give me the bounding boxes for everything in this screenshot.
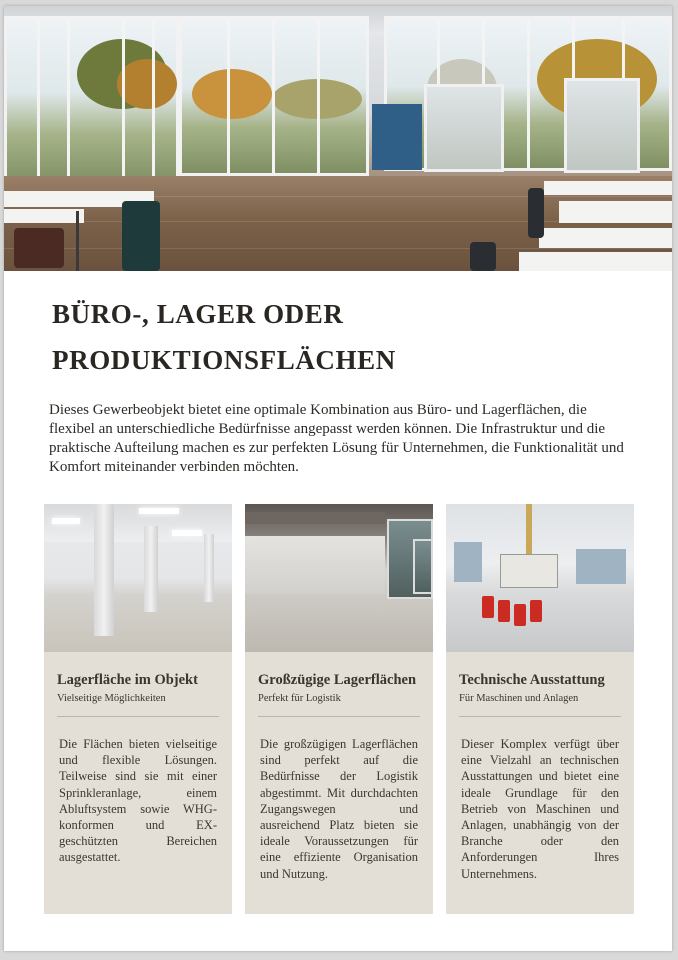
card-subtitle: Für Maschinen und Anlagen bbox=[459, 693, 579, 704]
page-title-line-2: PRODUKTIONSFLÄCHEN bbox=[52, 345, 396, 375]
card-photo-empty-hall bbox=[44, 504, 232, 652]
card-grosszuegige-lagerflaechen bbox=[245, 504, 433, 914]
divider bbox=[57, 716, 219, 717]
card-title: Technische Ausstattung bbox=[459, 672, 605, 688]
card-technische-ausstattung bbox=[446, 504, 634, 914]
page-title bbox=[52, 291, 612, 383]
intro-paragraph: Dieses Gewerbeobjekt bietet eine optimale Kombination aus Büro- und Lagerflächen, die flexibel an unterschiedliche Bedürfnisse angepasst werden können. Die Infrastruktur und die praktische Aufteilung machen es zur perfekten Lösung für Unternehmen, die Funktionalität und Komfort miteinander verbinden möchten. bbox=[49, 402, 624, 475]
card-photo-power-distribution bbox=[446, 504, 634, 652]
document-page bbox=[4, 6, 672, 951]
card-subtitle: Perfekt für Logistik bbox=[258, 693, 341, 704]
card-subtitle: Vielseitige Möglichkeiten bbox=[57, 693, 166, 704]
feature-cards bbox=[44, 504, 634, 914]
card-lagerflaeche bbox=[44, 504, 232, 914]
hero-photo-hall bbox=[4, 6, 672, 271]
card-title: Großzügige Lagerflächen bbox=[258, 672, 417, 688]
card-body: Die Flächen bieten vielseitige und flexible Lösungen. Teilweise sind sie mit einer Sprinkleranlage, einem Abluftsystem sowie WHG-konformen und EX-geschützten Bereichen ausgestattet. bbox=[59, 737, 217, 865]
divider bbox=[459, 716, 621, 717]
card-photo-warehouse bbox=[245, 504, 433, 652]
card-body: Dieser Komplex verfügt über eine Vielzahl an technischen Ausstattungen und bietet eine ideale Grundlage für den Betrieb von Maschinen und Anlagen, unabhängig von der Branche oder den Anforderungen Ihres Unternehmens. bbox=[461, 737, 619, 881]
card-body: Die großzügigen Lagerflächen sind perfekt auf die Bedürfnisse der Logistik abgestimmt. Mit durchdachten Zugangswegen und ausreichend Platz bieten sie ideale Voraussetzungen für eine effiziente Organisation und Nutzung. bbox=[260, 737, 418, 881]
page-title-line-1: BÜRO-, LAGER ODER bbox=[52, 299, 344, 329]
divider bbox=[258, 716, 420, 717]
card-title: Lagerfläche im Objekt bbox=[57, 672, 198, 688]
